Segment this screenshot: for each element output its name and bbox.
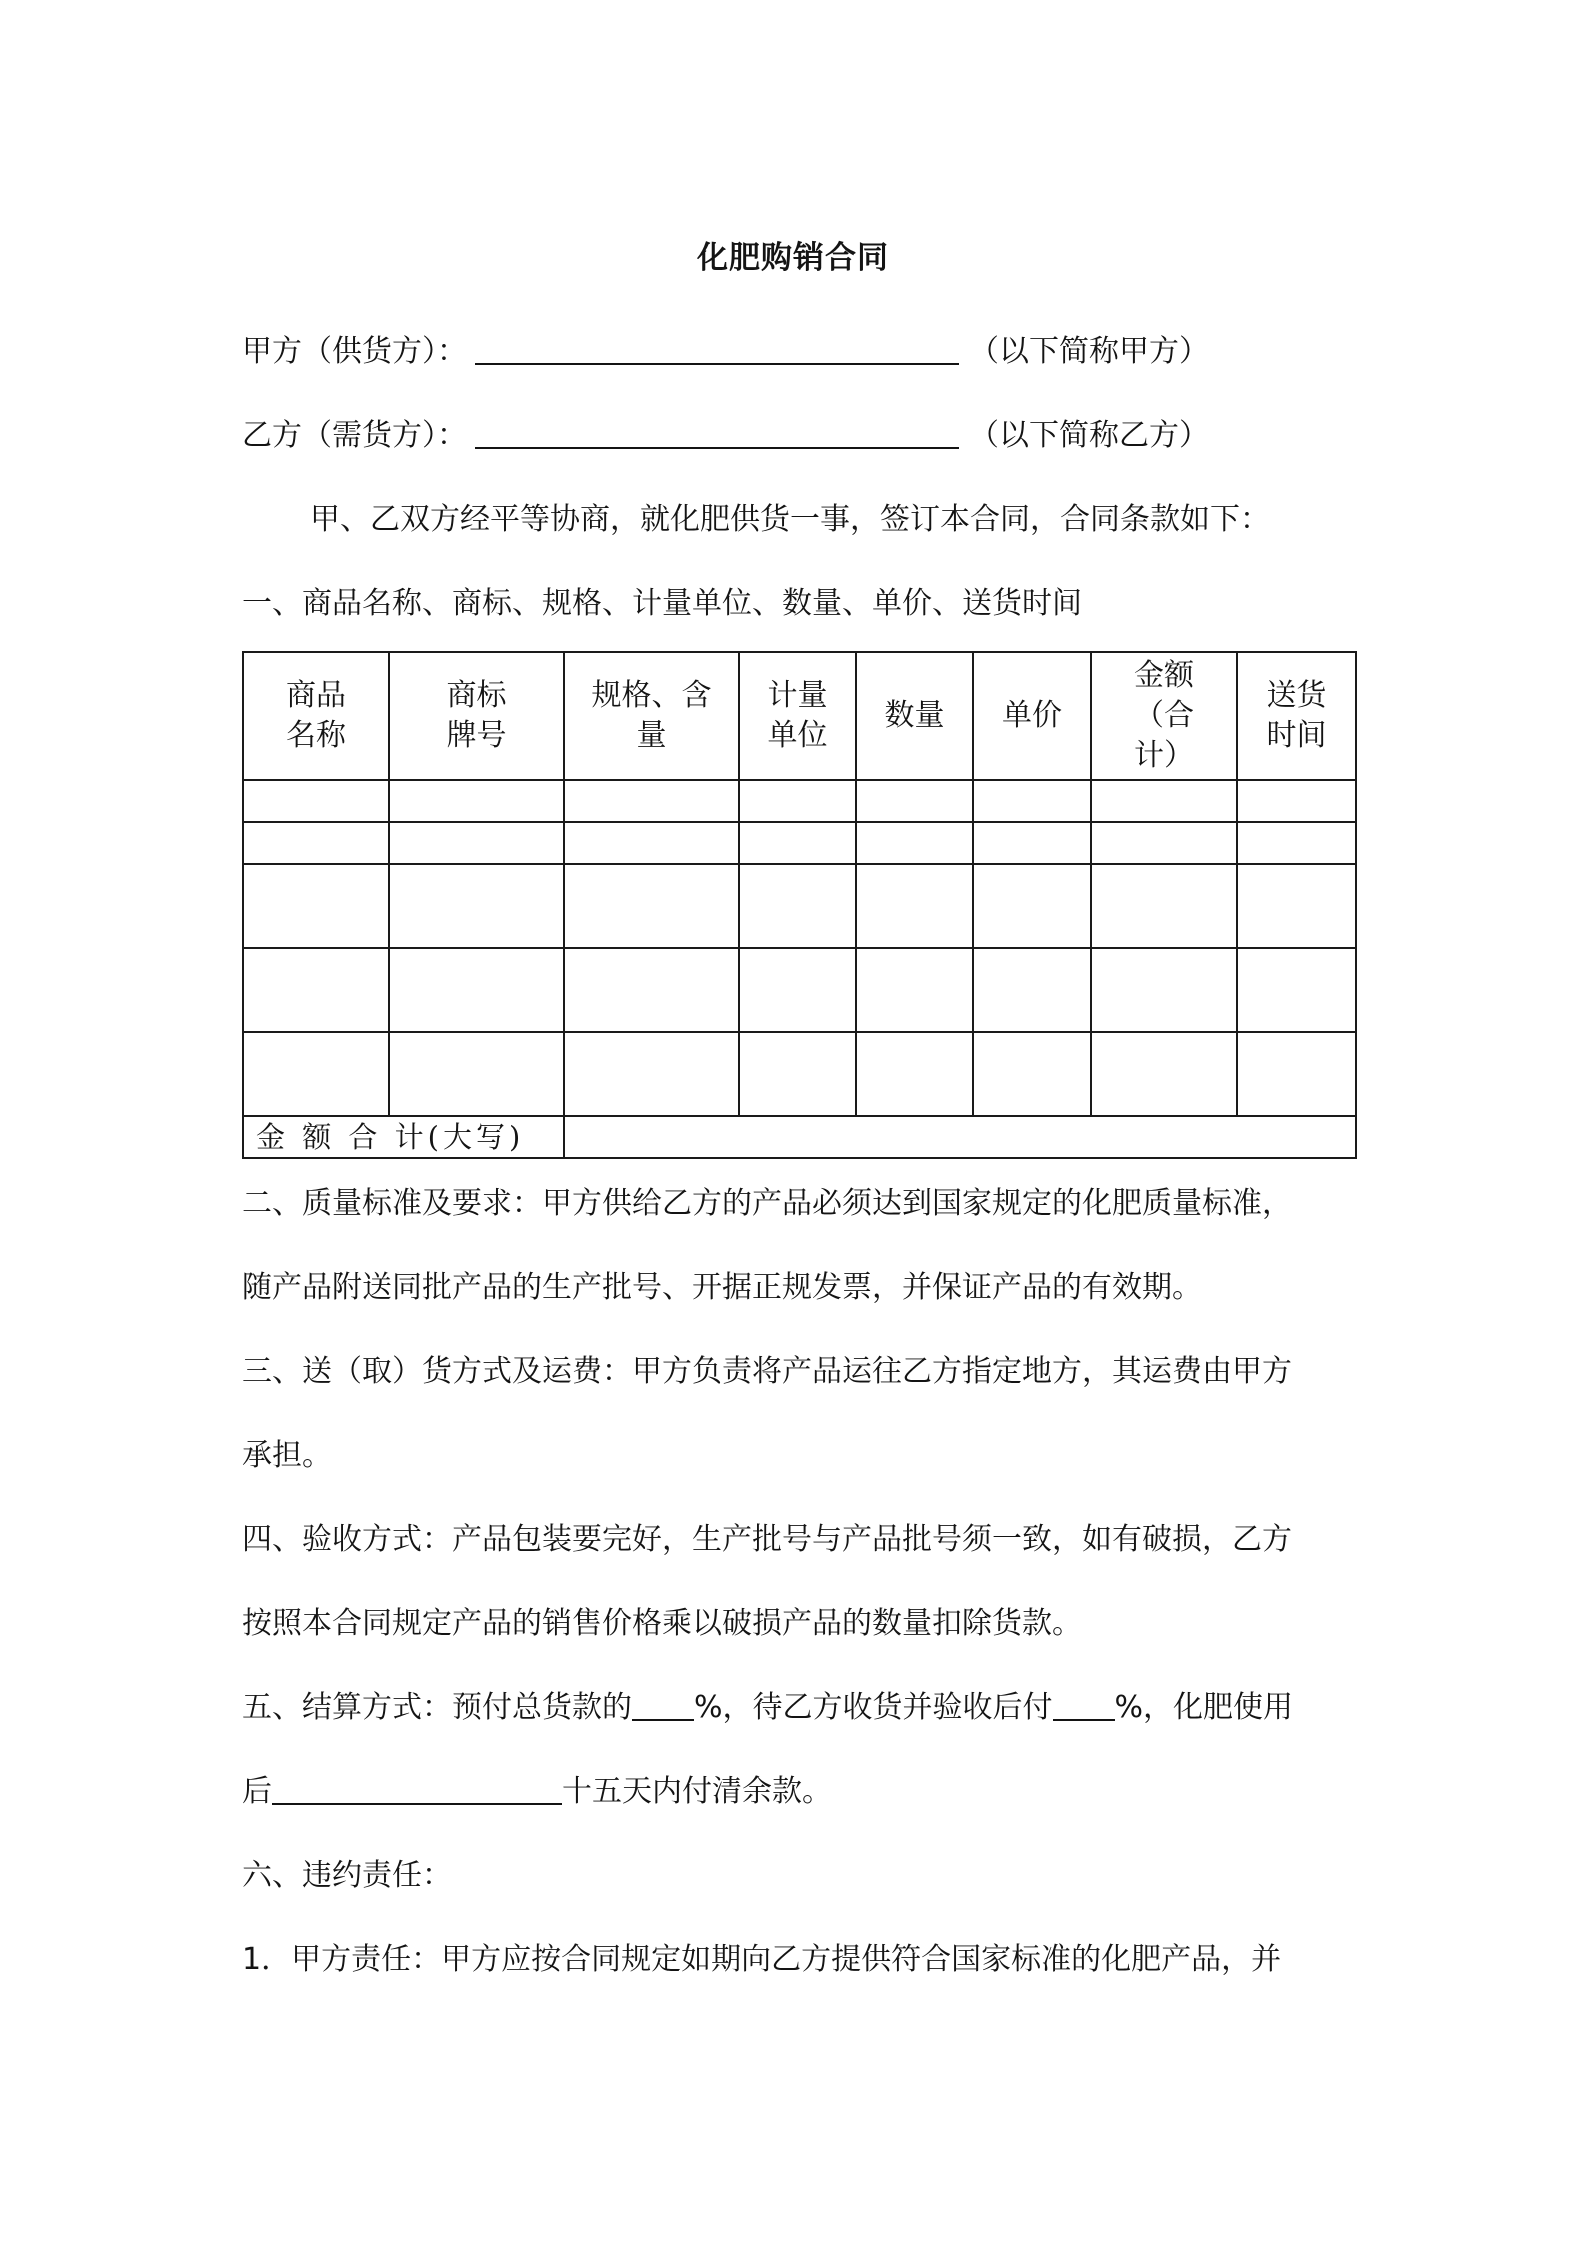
table-cell[interactable]	[856, 780, 973, 822]
table-cell[interactable]	[856, 1032, 973, 1116]
table-cell[interactable]	[973, 822, 1091, 864]
table-cell[interactable]	[243, 822, 389, 864]
table-row	[243, 780, 1356, 822]
table-cell[interactable]	[739, 864, 856, 948]
acceptance-percent-blank[interactable]	[1053, 1689, 1115, 1721]
header-delivery-time: 送货 时间	[1237, 652, 1356, 780]
total-amount-label: 金 额 合 计(大写)	[243, 1116, 564, 1158]
section-5-part-1: 五、结算方式：预付总货款的	[242, 1690, 632, 1725]
table-cell[interactable]	[1237, 1032, 1356, 1116]
section-5-line-2-prefix: 后	[242, 1774, 272, 1809]
table-row	[243, 822, 1356, 864]
header-amount: 金额 （合 计）	[1091, 652, 1237, 780]
table-cell[interactable]	[1237, 822, 1356, 864]
section-5-line-1	[242, 1688, 1293, 1728]
table-cell[interactable]	[389, 780, 564, 822]
table-cell[interactable]	[1091, 864, 1237, 948]
table-cell[interactable]	[973, 780, 1091, 822]
intro-paragraph: 甲、乙双方经平等协商，就化肥供货一事，签订本合同，合同条款如下：	[310, 502, 1270, 537]
table-cell[interactable]	[1237, 780, 1356, 822]
table-cell[interactable]	[564, 864, 739, 948]
section-5-line-2	[242, 1772, 832, 1812]
table-cell[interactable]	[564, 1032, 739, 1116]
section-5-line-2-suffix: 十五天内付清余款。	[562, 1774, 832, 1809]
table-cell[interactable]	[856, 822, 973, 864]
total-amount-value[interactable]	[564, 1116, 1356, 1158]
section-6-heading: 六、违约责任：	[242, 1858, 452, 1893]
table-cell[interactable]	[564, 948, 739, 1032]
table-cell[interactable]	[1091, 780, 1237, 822]
table-cell[interactable]	[1091, 1032, 1237, 1116]
header-quantity: 数量	[856, 652, 973, 780]
table-cell[interactable]	[564, 780, 739, 822]
table-row	[243, 864, 1356, 948]
section-3-line-2: 承担。	[242, 1438, 332, 1473]
table-cell[interactable]	[243, 780, 389, 822]
table-total-row	[243, 1116, 1356, 1158]
usage-period-blank[interactable]	[272, 1773, 562, 1805]
prepay-percent-blank[interactable]	[632, 1689, 694, 1721]
section-1-heading: 一、商品名称、商标、规格、计量单位、数量、单价、送货时间	[242, 586, 1082, 621]
party-b-suffix: （以下简称乙方）	[969, 418, 1209, 453]
table-cell[interactable]	[739, 1032, 856, 1116]
party-b-line	[242, 416, 1209, 456]
header-product-name: 商品 名称	[243, 652, 389, 780]
table-cell[interactable]	[739, 948, 856, 1032]
party-a-suffix: （以下简称甲方）	[969, 334, 1209, 369]
table-cell[interactable]	[973, 1032, 1091, 1116]
table-cell[interactable]	[243, 948, 389, 1032]
section-2-line-2: 随产品附送同批产品的生产批号、开据正规发票，并保证产品的有效期。	[242, 1270, 1202, 1305]
header-unit: 计量 单位	[739, 652, 856, 780]
table-cell[interactable]	[973, 948, 1091, 1032]
section-2-line-1: 二、质量标准及要求：甲方供给乙方的产品必须达到国家规定的化肥质量标准，	[242, 1186, 1292, 1221]
table-cell[interactable]	[856, 948, 973, 1032]
header-unit-price: 单价	[973, 652, 1091, 780]
table-cell[interactable]	[856, 864, 973, 948]
party-a-blank[interactable]	[475, 333, 959, 365]
header-brand: 商标 牌号	[389, 652, 564, 780]
header-spec: 规格、含 量	[564, 652, 739, 780]
table-cell[interactable]	[389, 948, 564, 1032]
section-5-part-3: %，化肥使用	[1114, 1690, 1294, 1725]
table-cell[interactable]	[739, 822, 856, 864]
party-a-label: 甲方（供货方）：	[242, 334, 467, 369]
section-4-line-2: 按照本合同规定产品的销售价格乘以破损产品的数量扣除货款。	[242, 1606, 1082, 1641]
table-cell[interactable]	[243, 864, 389, 948]
party-b-label: 乙方（需货方）：	[242, 418, 467, 453]
party-b-blank[interactable]	[475, 417, 959, 449]
table-cell[interactable]	[739, 780, 856, 822]
clause-1-text: 1．甲方责任：甲方应按合同规定如期向乙方提供符合国家标准的化肥产品，并	[242, 1942, 1282, 1977]
section-3-line-1: 三、送（取）货方式及运费：甲方负责将产品运往乙方指定地方，其运费由甲方	[242, 1354, 1292, 1389]
table-cell[interactable]	[973, 864, 1091, 948]
table-header-row	[243, 652, 1356, 780]
document-title: 化肥购销合同	[697, 240, 889, 276]
table-row	[243, 1032, 1356, 1116]
table-cell[interactable]	[389, 1032, 564, 1116]
section-4-line-1: 四、验收方式：产品包装要完好，生产批号与产品批号须一致，如有破损，乙方	[242, 1522, 1292, 1557]
goods-table	[242, 651, 1357, 1159]
section-5-part-2: %，待乙方收货并验收后付	[694, 1690, 1053, 1725]
table-cell[interactable]	[1237, 864, 1356, 948]
party-a-line	[242, 332, 1209, 372]
table-row	[243, 948, 1356, 1032]
table-cell[interactable]	[243, 1032, 389, 1116]
table-cell[interactable]	[564, 822, 739, 864]
table-cell[interactable]	[389, 822, 564, 864]
table-cell[interactable]	[1091, 822, 1237, 864]
table-cell[interactable]	[1091, 948, 1237, 1032]
table-cell[interactable]	[1237, 948, 1356, 1032]
table-cell[interactable]	[389, 864, 564, 948]
